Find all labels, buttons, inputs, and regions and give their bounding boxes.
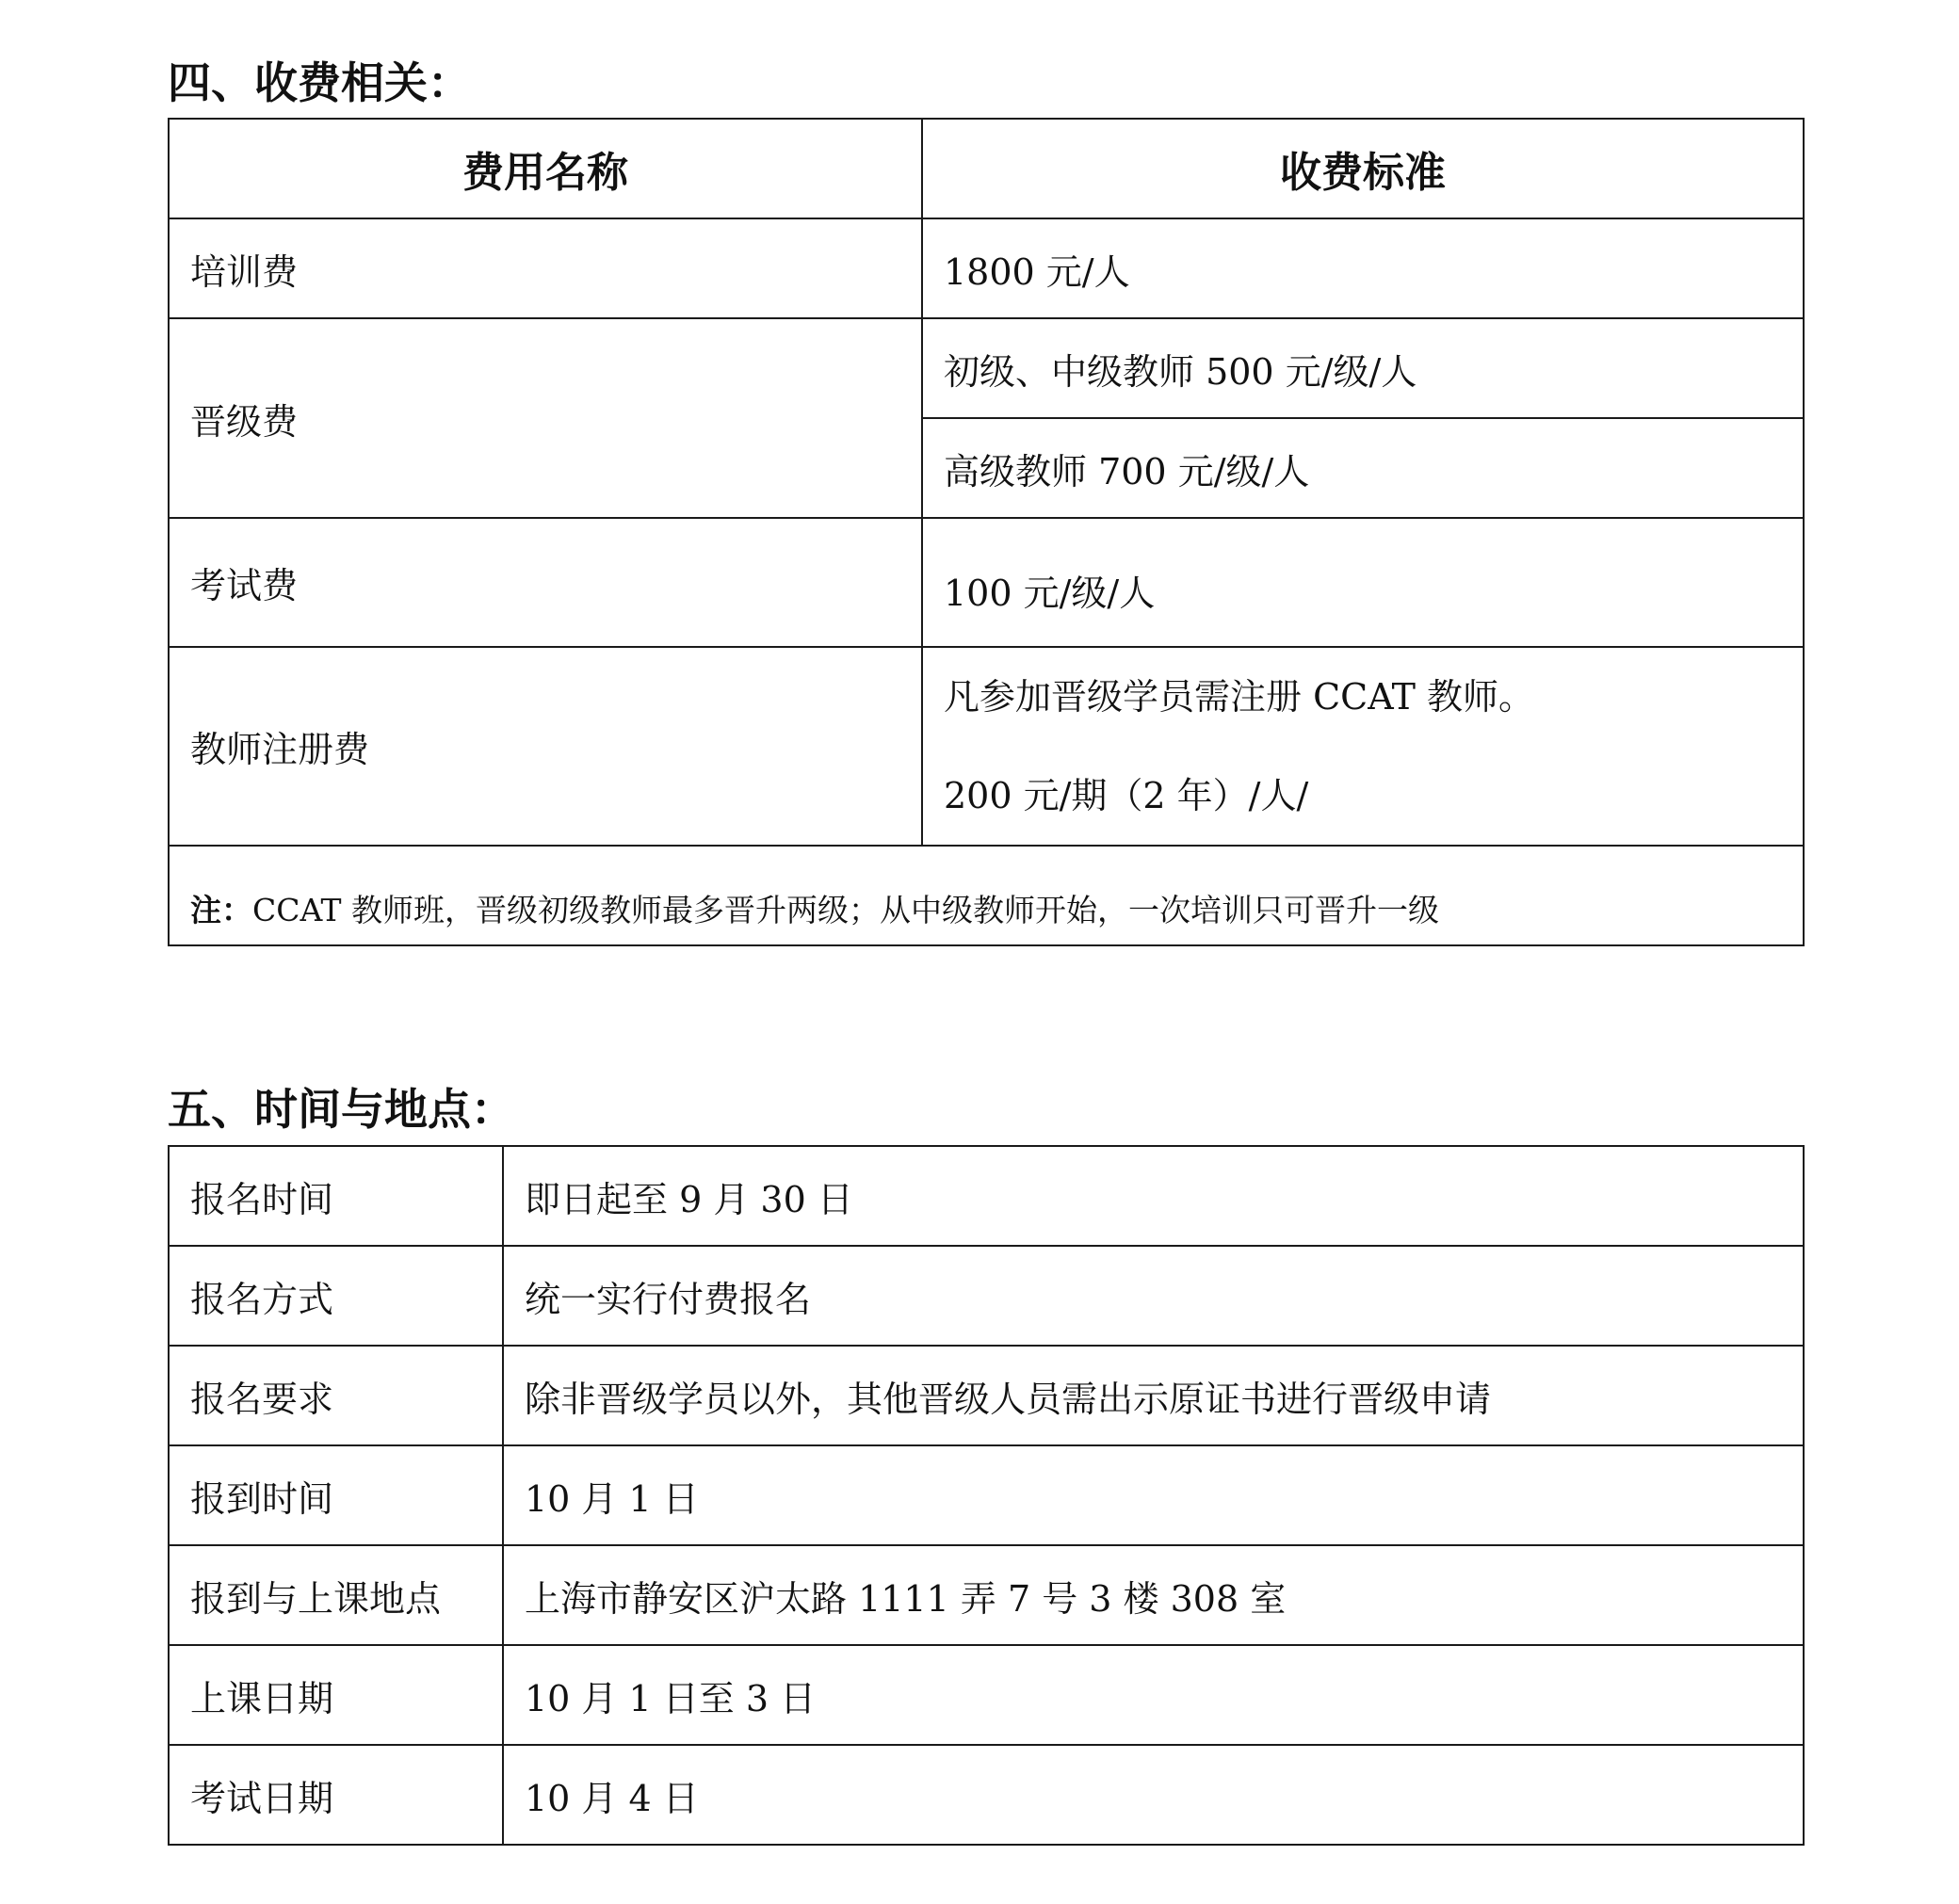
schedule-value: 10 月 1 日 xyxy=(503,1445,1804,1545)
schedule-row xyxy=(169,1645,1804,1745)
fee-name-registration: 教师注册费 xyxy=(169,647,922,846)
schedule-row xyxy=(169,1346,1804,1445)
fee-standard-exam: 100 元/级/人 xyxy=(922,518,1804,647)
fee-standard-promotion-senior: 高级教师 700 元/级/人 xyxy=(922,418,1804,518)
schedule-label: 报名时间 xyxy=(169,1146,503,1246)
note-label: 注： xyxy=(190,891,252,928)
registration-fee-text: 200 元/期（2 年）/人/ xyxy=(944,775,1309,816)
schedule-row xyxy=(169,1146,1804,1246)
fee-standard-column-header: 收费标准 xyxy=(922,119,1804,218)
schedule-label: 报到时间 xyxy=(169,1445,503,1545)
fee-note xyxy=(169,846,1804,945)
schedule-row xyxy=(169,1246,1804,1346)
fee-name-exam: 考试费 xyxy=(169,518,922,647)
fee-row-promotion xyxy=(169,318,1804,418)
fee-standard-registration xyxy=(922,647,1804,846)
fees-section-heading: 四、收费相关： xyxy=(168,57,471,108)
schedule-value: 除非晋级学员以外，其他晋级人员需出示原证书进行晋级申请 xyxy=(503,1346,1804,1445)
fees-table xyxy=(168,118,1805,946)
registration-requirement-text: 凡参加晋级学员需注册 CCAT 教师。 xyxy=(944,676,1535,718)
schedule-label: 报名方式 xyxy=(169,1246,503,1346)
schedule-row xyxy=(169,1545,1804,1645)
fee-standard-training: 1800 元/人 xyxy=(922,218,1804,318)
fee-standard-promotion-junior: 初级、中级教师 500 元/级/人 xyxy=(922,318,1804,418)
fee-name-column-header: 费用名称 xyxy=(169,119,922,218)
fee-name-promotion: 晋级费 xyxy=(169,318,922,518)
schedule-row xyxy=(169,1445,1804,1545)
fee-note-row xyxy=(169,846,1804,945)
schedule-value: 即日起至 9 月 30 日 xyxy=(503,1146,1804,1246)
schedule-label: 上课日期 xyxy=(169,1645,503,1745)
schedule-value: 10 月 1 日至 3 日 xyxy=(503,1645,1804,1745)
schedule-label: 报名要求 xyxy=(169,1346,503,1445)
fee-row-exam xyxy=(169,518,1804,647)
schedule-value: 统一实行付费报名 xyxy=(503,1246,1804,1346)
schedule-table xyxy=(168,1145,1805,1846)
note-text: CCAT 教师班，晋级初级教师最多晋升两级；从中级教师开始，一次培训只可晋升一级 xyxy=(252,891,1440,928)
fee-row-registration xyxy=(169,647,1804,846)
schedule-label: 考试日期 xyxy=(169,1745,503,1845)
schedule-value: 上海市静安区沪太路 1111 弄 7 号 3 楼 308 室 xyxy=(503,1545,1804,1645)
fee-name-training: 培训费 xyxy=(169,218,922,318)
schedule-label: 报到与上课地点 xyxy=(169,1545,503,1645)
schedule-section-heading: 五、时间与地点： xyxy=(168,1084,514,1135)
schedule-value: 10 月 4 日 xyxy=(503,1745,1804,1845)
schedule-row xyxy=(169,1745,1804,1845)
fees-header-row xyxy=(169,119,1804,218)
fee-row-training xyxy=(169,218,1804,318)
